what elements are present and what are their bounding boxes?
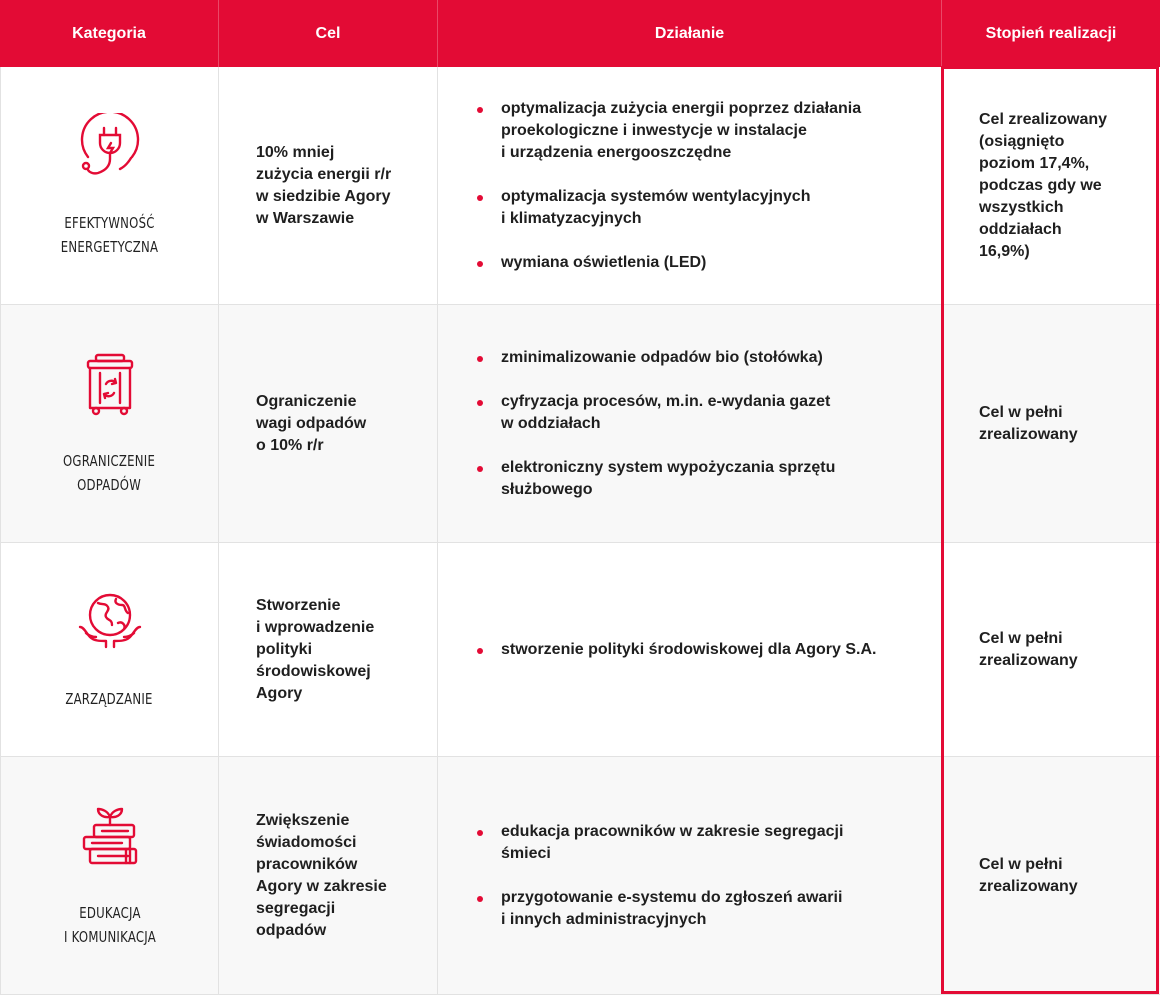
- action-item: [475, 252, 911, 274]
- category-label: OGRANICZENIE ODPADÓW: [63, 451, 156, 494]
- bullet-icon: [477, 400, 483, 406]
- status-cell: [942, 757, 1160, 994]
- action-item: [475, 639, 911, 661]
- category-cell: [0, 543, 219, 756]
- goal-cell: [219, 67, 438, 304]
- action-item: [475, 347, 911, 369]
- status-text: Cel w pełni zrealizowany: [979, 403, 1078, 443]
- bullet-icon: [477, 195, 483, 201]
- category-cell: [0, 757, 219, 994]
- action-text: przygotowanie e-systemu do zgłoszeń awarii i innych administracyjnych: [501, 888, 843, 928]
- action-item: [475, 186, 911, 230]
- status-text: Cel w pełni zrealizowany: [979, 629, 1078, 669]
- status-cell: [942, 305, 1160, 542]
- table-header: [0, 0, 1160, 67]
- table-row: [0, 543, 1160, 757]
- action-item: [475, 457, 911, 501]
- action-text: edukacja pracowników w zakresie segregacji śmieci: [501, 822, 844, 862]
- action-text: elektroniczny system wypożyczania sprzętu służbowego: [501, 458, 836, 498]
- category-label: ZARZĄDZANIE: [65, 689, 154, 708]
- goal-text: 10% mniej zużycia energii r/r w siedzibie Agory w Warszawie: [256, 143, 392, 227]
- goal-cell: [219, 543, 438, 756]
- header-category: Kategoria: [0, 0, 219, 67]
- goal-cell: [219, 757, 438, 994]
- action-cell: [438, 543, 942, 756]
- category-cell: [0, 305, 219, 542]
- bullet-icon: [477, 466, 483, 472]
- category-cell: [0, 67, 219, 304]
- action-cell: [438, 757, 942, 994]
- action-text: stworzenie polityki środowiskowej dla Agory S.A.: [501, 640, 877, 658]
- status-cell: [942, 543, 1160, 756]
- goal-text: Zwiększenie świadomości pracowników Agory w zakresie segregacji odpadów: [256, 811, 387, 939]
- table-row: [0, 757, 1160, 995]
- action-text: wymiana oświetlenia (LED): [501, 253, 707, 271]
- action-text: optymalizacja systemów wentylacyjnych i klimatyzacyjnych: [501, 187, 811, 227]
- goal-cell: [219, 305, 438, 542]
- category-label: EDUKACJA I KOMUNIKACJA: [63, 903, 156, 946]
- goal-text: Stworzenie i wprowadzenie polityki środowiskowej Agory: [256, 596, 375, 702]
- action-cell: [438, 305, 942, 542]
- goal-text: Ograniczenie wagi odpadów o 10% r/r: [256, 392, 367, 454]
- bullet-icon: [477, 107, 483, 113]
- status-text: Cel zrealizowany (osiągnięto poziom 17,4%, podczas gdy we wszystkich oddziałach 16,9%): [979, 110, 1108, 260]
- books-sprout-icon: [76, 803, 144, 871]
- action-item: [475, 821, 911, 865]
- recycle-bin-icon: [76, 351, 144, 419]
- bullet-icon: [477, 830, 483, 836]
- header-goal: Cel: [219, 0, 438, 67]
- globe-hands-icon: [76, 589, 144, 657]
- table-row: [0, 305, 1160, 543]
- table-row: [0, 67, 1160, 305]
- header-action: Działanie: [438, 0, 942, 67]
- status-cell: [942, 67, 1160, 304]
- bullet-icon: [477, 896, 483, 902]
- energy-plug-icon: [76, 113, 144, 181]
- action-text: optymalizacja zużycia energii poprzez działania proekologiczne i inwestycje w instalacje i urządzenia energooszczędne: [501, 99, 862, 161]
- action-item: [475, 887, 911, 931]
- action-text: cyfryzacja procesów, m.in. e-wydania gazet w oddziałach: [501, 392, 831, 432]
- action-text: zminimalizowanie odpadów bio (stołówka): [501, 348, 823, 366]
- bullet-icon: [477, 261, 483, 267]
- category-label: EFEKTYWNOŚĆ ENERGETYCZNA: [60, 213, 159, 256]
- action-item: [475, 98, 911, 164]
- bullet-icon: [477, 356, 483, 362]
- status-text: Cel w pełni zrealizowany: [979, 855, 1078, 895]
- bullet-icon: [477, 648, 483, 654]
- header-status: Stopień realizacji: [985, 24, 1117, 42]
- action-item: [475, 391, 911, 435]
- action-cell: [438, 67, 942, 304]
